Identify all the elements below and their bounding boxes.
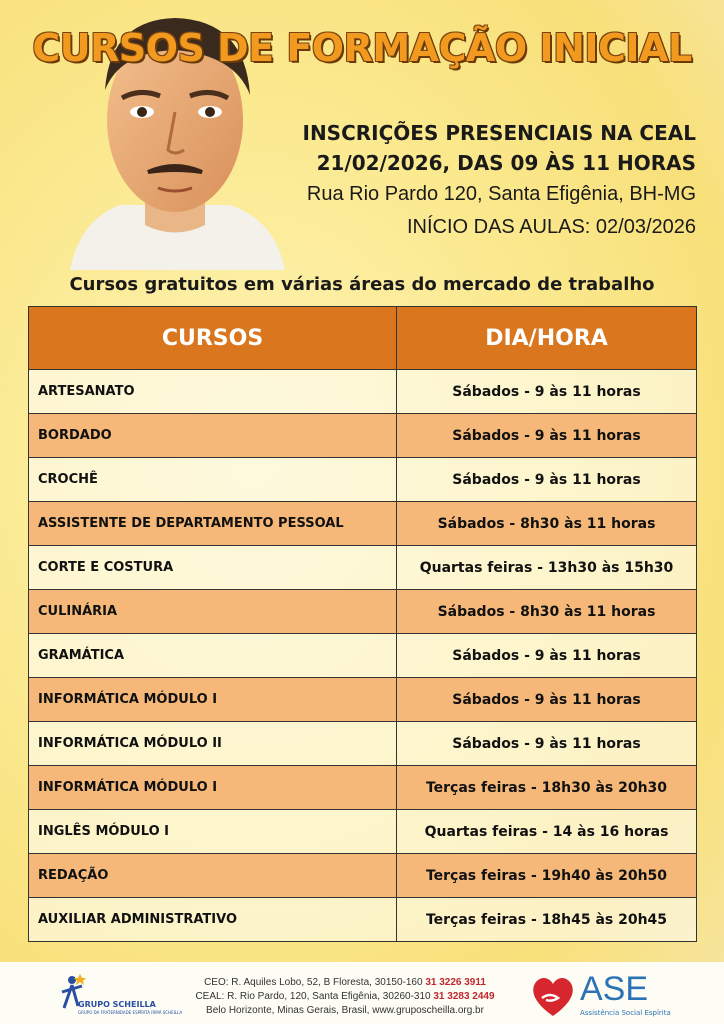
table-row <box>29 722 697 766</box>
heart-hands-icon <box>528 972 578 1020</box>
table-header-row <box>29 307 697 370</box>
course-name-cell: REDAÇÃO <box>29 854 397 898</box>
schedule-cell: Sábados - 8h30 às 11 horas <box>397 590 697 634</box>
course-name-cell: CROCHÊ <box>29 458 397 502</box>
ase-full-name: Assistência Social Espírita <box>580 1009 671 1017</box>
ceo-address: CEO: R. Aquiles Lobo, 52, B Floresta, 30150-160 <box>204 977 423 988</box>
table-row <box>29 590 697 634</box>
schedule-cell: Terças feiras - 18h30 às 20h30 <box>397 766 697 810</box>
course-name-cell: BORDADO <box>29 414 397 458</box>
table-row <box>29 502 697 546</box>
table-row <box>29 634 697 678</box>
subtitle: Cursos gratuitos em várias áreas do mercado de trabalho <box>69 274 655 295</box>
ceo-phone: 31 3226 3911 <box>425 977 486 988</box>
schedule-cell: Sábados - 9 às 11 horas <box>397 634 697 678</box>
table-row <box>29 678 697 722</box>
table-row <box>29 810 697 854</box>
schedule-cell: Sábados - 8h30 às 11 horas <box>397 502 697 546</box>
schedule-cell: Sábados - 9 às 11 horas <box>397 722 697 766</box>
grupo-scheilla-logo <box>58 972 183 1020</box>
ceal-phone: 31 3283 2449 <box>433 991 495 1002</box>
contact-info <box>170 976 520 1018</box>
column-header-courses: CURSOS <box>29 307 397 370</box>
schedule-cell: Sábados - 9 às 11 horas <box>397 370 697 414</box>
schedule-cell: Terças feiras - 18h45 às 20h45 <box>397 898 697 942</box>
course-name-cell: CULINÁRIA <box>29 590 397 634</box>
registration-date: 21/02/2026, DAS 09 ÀS 11 HORAS <box>316 151 696 175</box>
column-header-schedule: DIA/HORA <box>397 307 697 370</box>
course-name-cell: AUXILIAR ADMINISTRATIVO <box>29 898 397 942</box>
ceal-line <box>170 990 520 1004</box>
address-text: Rua Rio Pardo 120, Santa Efigênia, BH-MG <box>306 183 696 205</box>
course-name-cell: INGLÊS MÓDULO I <box>29 810 397 854</box>
course-name-cell: INFORMÁTICA MÓDULO I <box>29 678 397 722</box>
logo-left-subtext: GRUPO DA FRATERNIDADE ESPÍRITA IRMÃ SCHEILLA <box>78 1010 183 1015</box>
ase-abbreviation: ASE <box>580 970 649 1008</box>
schedule-cell: Terças feiras - 19h40 às 20h50 <box>397 854 697 898</box>
schedule-cell: Sábados - 9 às 11 horas <box>397 414 697 458</box>
schedule-cell: Sábados - 9 às 11 horas <box>397 678 697 722</box>
schedule-cell: Quartas feiras - 14 às 16 horas <box>397 810 697 854</box>
schedule-cell: Quartas feiras - 13h30 às 15h30 <box>397 546 697 590</box>
course-name-cell: ARTESANATO <box>29 370 397 414</box>
start-date-text: INÍCIO DAS AULAS: 02/03/2026 <box>406 216 696 238</box>
course-name-cell: GRAMÁTICA <box>29 634 397 678</box>
courses-table <box>28 306 697 942</box>
table-row <box>29 414 697 458</box>
footer <box>0 962 724 1024</box>
course-name-cell: INFORMÁTICA MÓDULO II <box>29 722 397 766</box>
table-row <box>29 766 697 810</box>
registration-line: INSCRIÇÕES PRESENCIAIS NA CEAL <box>302 121 696 145</box>
table-row <box>29 546 697 590</box>
ase-logo <box>528 970 671 1022</box>
course-name-cell: ASSISTENTE DE DEPARTAMENTO PESSOAL <box>29 502 397 546</box>
ceo-line <box>170 976 520 990</box>
table-row <box>29 370 697 414</box>
course-name-cell: CORTE E COSTURA <box>29 546 397 590</box>
ceal-address: CEAL: R. Rio Pardo, 120, Santa Efigênia, 30260-310 <box>195 991 431 1002</box>
course-name-cell: INFORMÁTICA MÓDULO I <box>29 766 397 810</box>
registration-info <box>303 118 697 244</box>
table-row <box>29 854 697 898</box>
page-title: CURSOS DE FORMAÇÃO INICIAL <box>32 26 692 70</box>
schedule-cell: Sábados - 9 às 11 horas <box>397 458 697 502</box>
city-line: Belo Horizonte, Minas Gerais, Brasil, www.gruposcheilla.org.br <box>206 1005 484 1016</box>
table-row <box>29 898 697 942</box>
table-row <box>29 458 697 502</box>
logo-left-name: GRUPO SCHEILLA <box>78 1000 156 1009</box>
